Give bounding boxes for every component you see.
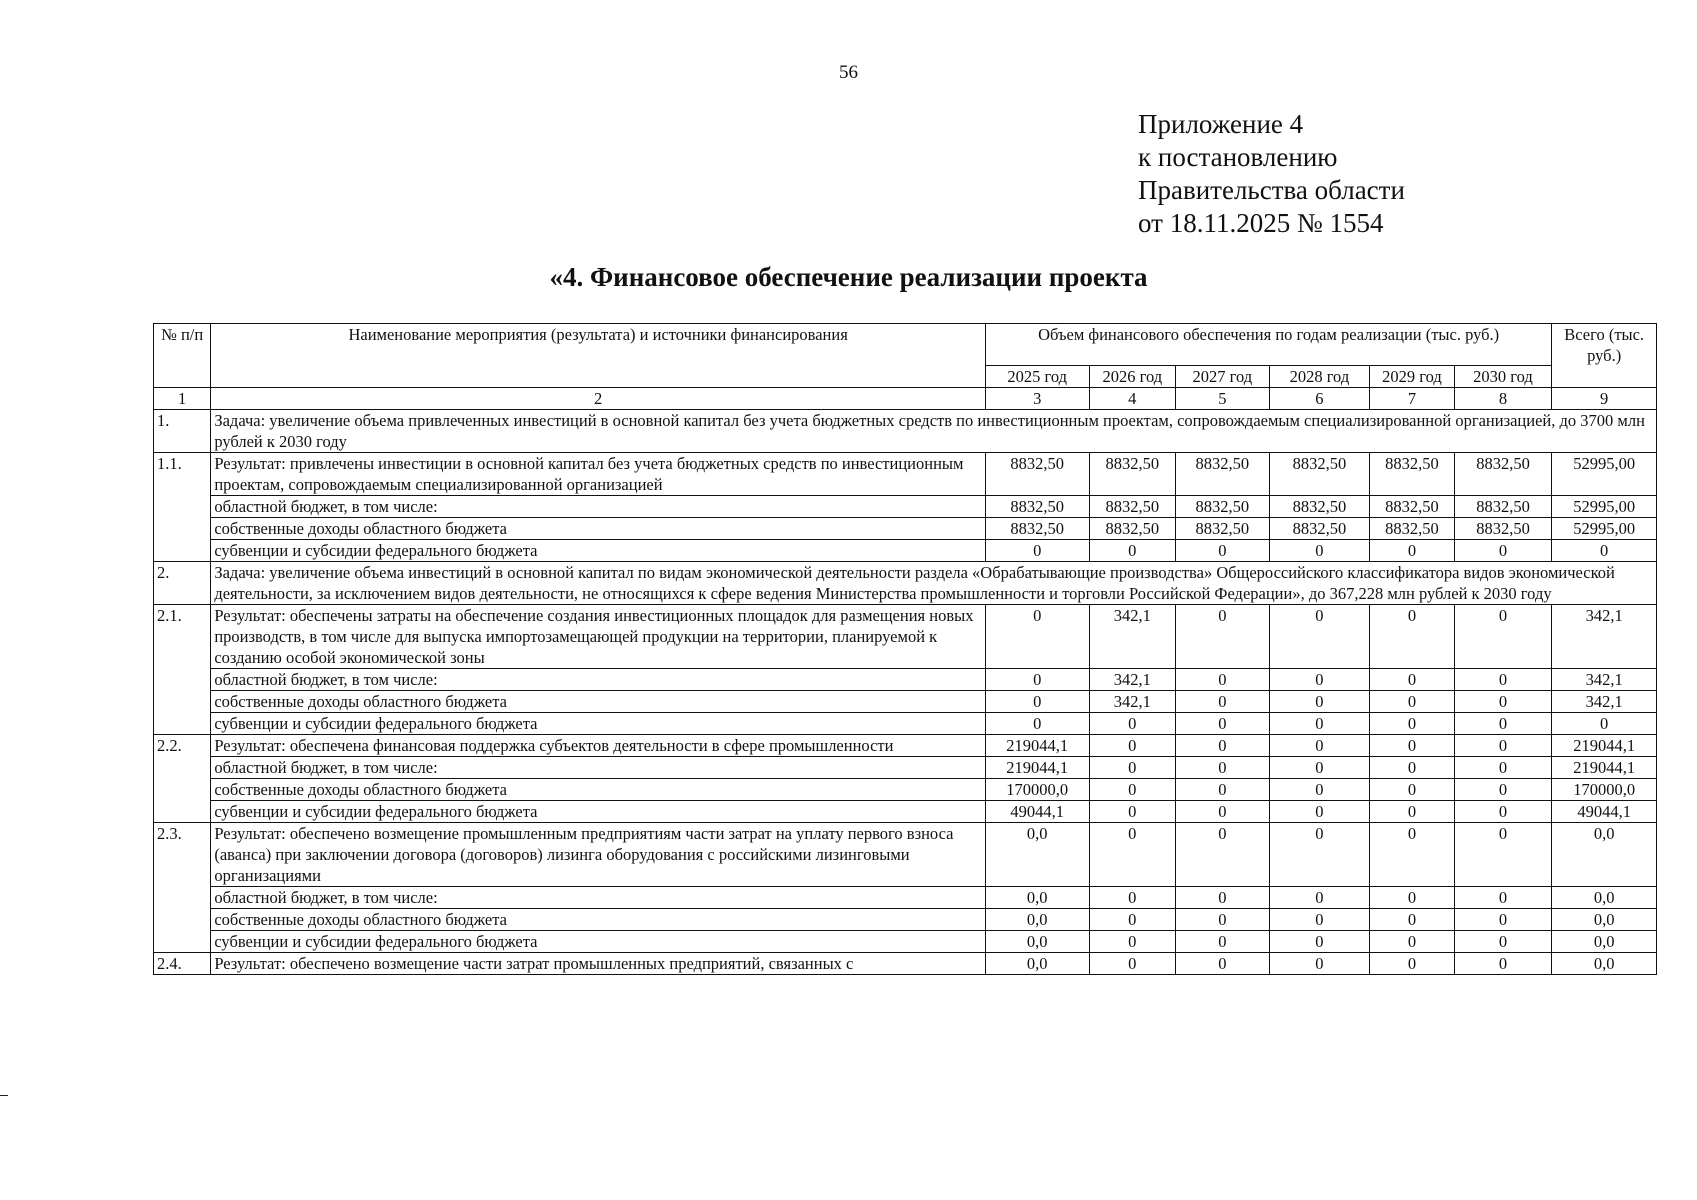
year-value: 0 — [1454, 605, 1552, 669]
header-num: № п/п — [154, 324, 211, 388]
year-value: 8832,50 — [1370, 518, 1455, 540]
year-value: 0 — [1176, 779, 1270, 801]
appendix-line: от 18.11.2025 № 1554 — [1138, 208, 1384, 238]
year-value: 0 — [985, 605, 1089, 669]
year-value: 0 — [1176, 823, 1270, 887]
row-label: Результат: обеспечено возмещение промышленным предприятиям части затрат на уплату первого взноса (аванса) при заключении договора (договоров) лизинга оборудования с российскими лизинговыми организациями — [211, 823, 986, 887]
year-value: 0 — [1176, 801, 1270, 823]
year-value: 0 — [985, 669, 1089, 691]
row-number: 2.2. — [154, 735, 211, 823]
result-row — [154, 735, 1657, 757]
year-value: 0 — [1089, 540, 1176, 562]
year-value: 0 — [1454, 823, 1552, 887]
year-value: 8832,50 — [1269, 453, 1370, 496]
row-label: областной бюджет, в том числе: — [211, 887, 986, 909]
row-label: собственные доходы областного бюджета — [211, 518, 986, 540]
task-row — [154, 410, 1657, 453]
year-value: 0 — [1454, 887, 1552, 909]
year-value: 0 — [1176, 691, 1270, 713]
year-value: 342,1 — [1089, 669, 1176, 691]
year-value: 0 — [1176, 713, 1270, 735]
funding-row — [154, 540, 1657, 562]
year-value: 0 — [1089, 713, 1176, 735]
column-number: 3 — [985, 388, 1089, 410]
result-row — [154, 823, 1657, 887]
year-value: 0,0 — [985, 823, 1089, 887]
page-number: 56 — [839, 62, 858, 83]
row-label: Результат: обеспечены затраты на обеспечение создания инвестиционных площадок для размещения новых производств, в том числе для выпуска импортозамещающей продукции на территории, планируемой к созданию особой экономической зоны — [211, 605, 986, 669]
year-value: 0 — [1454, 691, 1552, 713]
task-text: Задача: увеличение объема привлеченных инвестиций в основной капитал без учета бюджетных средств по инвестиционным проектам, сопровождаемым специализированной организацией, до 3700 млн рублей к 2030 году — [211, 410, 1657, 453]
total-value: 0,0 — [1552, 823, 1657, 887]
year-value: 8832,50 — [1370, 453, 1455, 496]
year-value: 0 — [985, 691, 1089, 713]
year-value: 8832,50 — [985, 518, 1089, 540]
total-value: 219044,1 — [1552, 735, 1657, 757]
total-value: 0,0 — [1552, 909, 1657, 931]
year-value: 0 — [1176, 887, 1270, 909]
year-value: 0 — [1269, 735, 1370, 757]
row-number: 2. — [154, 562, 211, 605]
total-value: 0 — [1552, 713, 1657, 735]
row-number: 2.3. — [154, 823, 211, 953]
result-row — [154, 453, 1657, 496]
column-number: 2 — [211, 388, 986, 410]
header-year: 2025 год — [985, 366, 1089, 388]
table-header-row — [154, 324, 1657, 366]
year-value: 0 — [1269, 540, 1370, 562]
header-year: 2030 год — [1454, 366, 1552, 388]
total-value: 342,1 — [1552, 691, 1657, 713]
year-value: 0 — [1089, 953, 1176, 975]
total-value: 52995,00 — [1552, 453, 1657, 496]
funding-row — [154, 518, 1657, 540]
row-label: Результат: привлечены инвестиции в основной капитал без учета бюджетных средств по инвестиционным проектам, сопровождаемым специализированной организацией — [211, 453, 986, 496]
task-row — [154, 562, 1657, 605]
header-year: 2028 год — [1269, 366, 1370, 388]
row-label: Результат: обеспечена финансовая поддержка субъектов деятельности в сфере промышленности — [211, 735, 986, 757]
year-value: 0 — [1370, 887, 1455, 909]
task-text: Задача: увеличение объема инвестиций в основной капитал по видам экономической деятельности раздела «Обрабатывающие производства» Общероссийского классификатора видов экономической деятельности, за исключением видов деятельности, не относящихся к сфере ведения Министерства промышленности и торговли Российской Федерации», до 367,228 млн рублей к 2030 году — [211, 562, 1657, 605]
row-label: субвенции и субсидии федерального бюджета — [211, 540, 986, 562]
year-value: 0 — [1089, 823, 1176, 887]
funding-row — [154, 496, 1657, 518]
row-label: субвенции и субсидии федерального бюджета — [211, 713, 986, 735]
year-value: 0 — [1370, 801, 1455, 823]
row-label: собственные доходы областного бюджета — [211, 779, 986, 801]
year-value: 0 — [1176, 757, 1270, 779]
year-value: 0 — [1089, 887, 1176, 909]
header-year: 2026 год — [1089, 366, 1176, 388]
year-value: 0 — [1454, 801, 1552, 823]
total-value: 0,0 — [1552, 887, 1657, 909]
header-name: Наименование мероприятия (результата) и источники финансирования — [211, 324, 986, 388]
year-value: 0 — [1089, 757, 1176, 779]
year-value: 0 — [1454, 735, 1552, 757]
header-total: Всего (тыс. руб.) — [1552, 324, 1657, 388]
row-label: субвенции и субсидии федерального бюджета — [211, 801, 986, 823]
column-numbers-row — [154, 388, 1657, 410]
year-value: 219044,1 — [985, 757, 1089, 779]
year-value: 0 — [1176, 540, 1270, 562]
year-value: 0 — [1454, 713, 1552, 735]
year-value: 0 — [1370, 605, 1455, 669]
column-number: 7 — [1370, 388, 1455, 410]
appendix-line: Правительства области — [1138, 175, 1405, 205]
year-value: 0 — [1269, 823, 1370, 887]
row-label: собственные доходы областного бюджета — [211, 691, 986, 713]
year-value: 0 — [1370, 713, 1455, 735]
total-value: 52995,00 — [1552, 496, 1657, 518]
column-number: 9 — [1552, 388, 1657, 410]
row-label: областной бюджет, в том числе: — [211, 757, 986, 779]
year-value: 8832,50 — [1089, 453, 1176, 496]
year-value: 0 — [1269, 669, 1370, 691]
year-value: 0 — [1176, 909, 1270, 931]
year-value: 8832,50 — [1176, 518, 1270, 540]
year-value: 0 — [1370, 909, 1455, 931]
appendix-line: к постановлению — [1138, 142, 1338, 172]
year-value: 0 — [1089, 801, 1176, 823]
year-value: 0 — [1176, 735, 1270, 757]
header-year: 2027 год — [1176, 366, 1270, 388]
row-number: 1. — [154, 410, 211, 453]
total-value: 49044,1 — [1552, 801, 1657, 823]
year-value: 8832,50 — [1089, 496, 1176, 518]
year-value: 0 — [1370, 931, 1455, 953]
year-value: 0 — [1370, 735, 1455, 757]
total-value: 219044,1 — [1552, 757, 1657, 779]
appendix-line: Приложение 4 — [1138, 109, 1304, 139]
year-value: 0 — [985, 540, 1089, 562]
document-title: «4. Финансовое обеспечение реализации проекта — [549, 262, 1148, 292]
year-value: 8832,50 — [1269, 496, 1370, 518]
year-value: 0 — [1269, 953, 1370, 975]
year-value: 0,0 — [985, 931, 1089, 953]
year-value: 0 — [1089, 909, 1176, 931]
row-label: субвенции и субсидии федерального бюджета — [211, 931, 986, 953]
year-value: 0 — [1269, 691, 1370, 713]
year-value: 0 — [1454, 953, 1552, 975]
row-label: Результат: обеспечено возмещение части затрат промышленных предприятий, связанных с — [211, 953, 986, 975]
year-value: 0 — [1370, 779, 1455, 801]
column-number: 1 — [154, 388, 211, 410]
year-value: 0 — [1269, 931, 1370, 953]
total-value: 170000,0 — [1552, 779, 1657, 801]
year-value: 0 — [1370, 691, 1455, 713]
year-value: 0 — [985, 713, 1089, 735]
year-value: 0 — [1269, 605, 1370, 669]
year-value: 0 — [1454, 757, 1552, 779]
funding-row — [154, 713, 1657, 735]
year-value: 0 — [1269, 713, 1370, 735]
year-value: 0 — [1370, 757, 1455, 779]
funding-row — [154, 931, 1657, 953]
year-value: 342,1 — [1089, 605, 1176, 669]
result-row — [154, 953, 1657, 975]
year-value: 0 — [1269, 887, 1370, 909]
column-number: 8 — [1454, 388, 1552, 410]
year-value: 8832,50 — [985, 496, 1089, 518]
year-value: 219044,1 — [985, 735, 1089, 757]
column-number: 5 — [1176, 388, 1270, 410]
row-number: 1.1. — [154, 453, 211, 562]
year-value: 0 — [1269, 757, 1370, 779]
year-value: 8832,50 — [1176, 453, 1270, 496]
year-value: 0 — [1370, 823, 1455, 887]
appendix-block — [1138, 108, 1405, 240]
year-value: 0 — [1269, 909, 1370, 931]
year-value: 0 — [1269, 779, 1370, 801]
funding-row — [154, 801, 1657, 823]
year-value: 0 — [1089, 735, 1176, 757]
year-value: 8832,50 — [1454, 496, 1552, 518]
year-value: 0,0 — [985, 909, 1089, 931]
year-value: 0 — [1089, 931, 1176, 953]
year-value: 0 — [1370, 540, 1455, 562]
year-value: 0 — [1370, 669, 1455, 691]
row-number: 2.4. — [154, 953, 211, 975]
year-value: 0 — [1176, 931, 1270, 953]
total-value: 342,1 — [1552, 669, 1657, 691]
total-value: 0,0 — [1552, 931, 1657, 953]
year-value: 8832,50 — [1089, 518, 1176, 540]
year-value: 8832,50 — [1454, 518, 1552, 540]
year-value: 8832,50 — [1269, 518, 1370, 540]
row-label: областной бюджет, в том числе: — [211, 669, 986, 691]
year-value: 0 — [1454, 931, 1552, 953]
year-value: 0 — [1176, 605, 1270, 669]
year-value: 8832,50 — [985, 453, 1089, 496]
year-value: 8832,50 — [1454, 453, 1552, 496]
funding-row — [154, 887, 1657, 909]
year-value: 8832,50 — [1370, 496, 1455, 518]
row-number: 2.1. — [154, 605, 211, 735]
total-value: 0,0 — [1552, 953, 1657, 975]
funding-row — [154, 757, 1657, 779]
year-value: 8832,50 — [1176, 496, 1270, 518]
year-value: 0 — [1089, 779, 1176, 801]
header-volume: Объем финансового обеспечения по годам реализации (тыс. руб.) — [985, 324, 1551, 366]
column-number: 6 — [1269, 388, 1370, 410]
year-value: 0 — [1454, 779, 1552, 801]
total-value: 342,1 — [1552, 605, 1657, 669]
total-value: 0 — [1552, 540, 1657, 562]
year-value: 0 — [1454, 669, 1552, 691]
funding-row — [154, 691, 1657, 713]
year-value: 0 — [1370, 953, 1455, 975]
year-value: 0 — [1454, 540, 1552, 562]
year-value: 49044,1 — [985, 801, 1089, 823]
result-row — [154, 605, 1657, 669]
funding-row — [154, 669, 1657, 691]
year-value: 0,0 — [985, 887, 1089, 909]
year-value: 0,0 — [985, 953, 1089, 975]
year-value: 342,1 — [1089, 691, 1176, 713]
column-number: 4 — [1089, 388, 1176, 410]
row-label: областной бюджет, в том числе: — [211, 496, 986, 518]
row-label: собственные доходы областного бюджета — [211, 909, 986, 931]
total-value: 52995,00 — [1552, 518, 1657, 540]
year-value: 170000,0 — [985, 779, 1089, 801]
year-value: 0 — [1176, 669, 1270, 691]
funding-row — [154, 909, 1657, 931]
financing-table — [153, 323, 1657, 975]
year-value: 0 — [1269, 801, 1370, 823]
header-year: 2029 год — [1370, 366, 1455, 388]
year-value: 0 — [1176, 953, 1270, 975]
funding-row — [154, 779, 1657, 801]
margin-mark — [0, 1095, 8, 1096]
year-value: 0 — [1454, 909, 1552, 931]
